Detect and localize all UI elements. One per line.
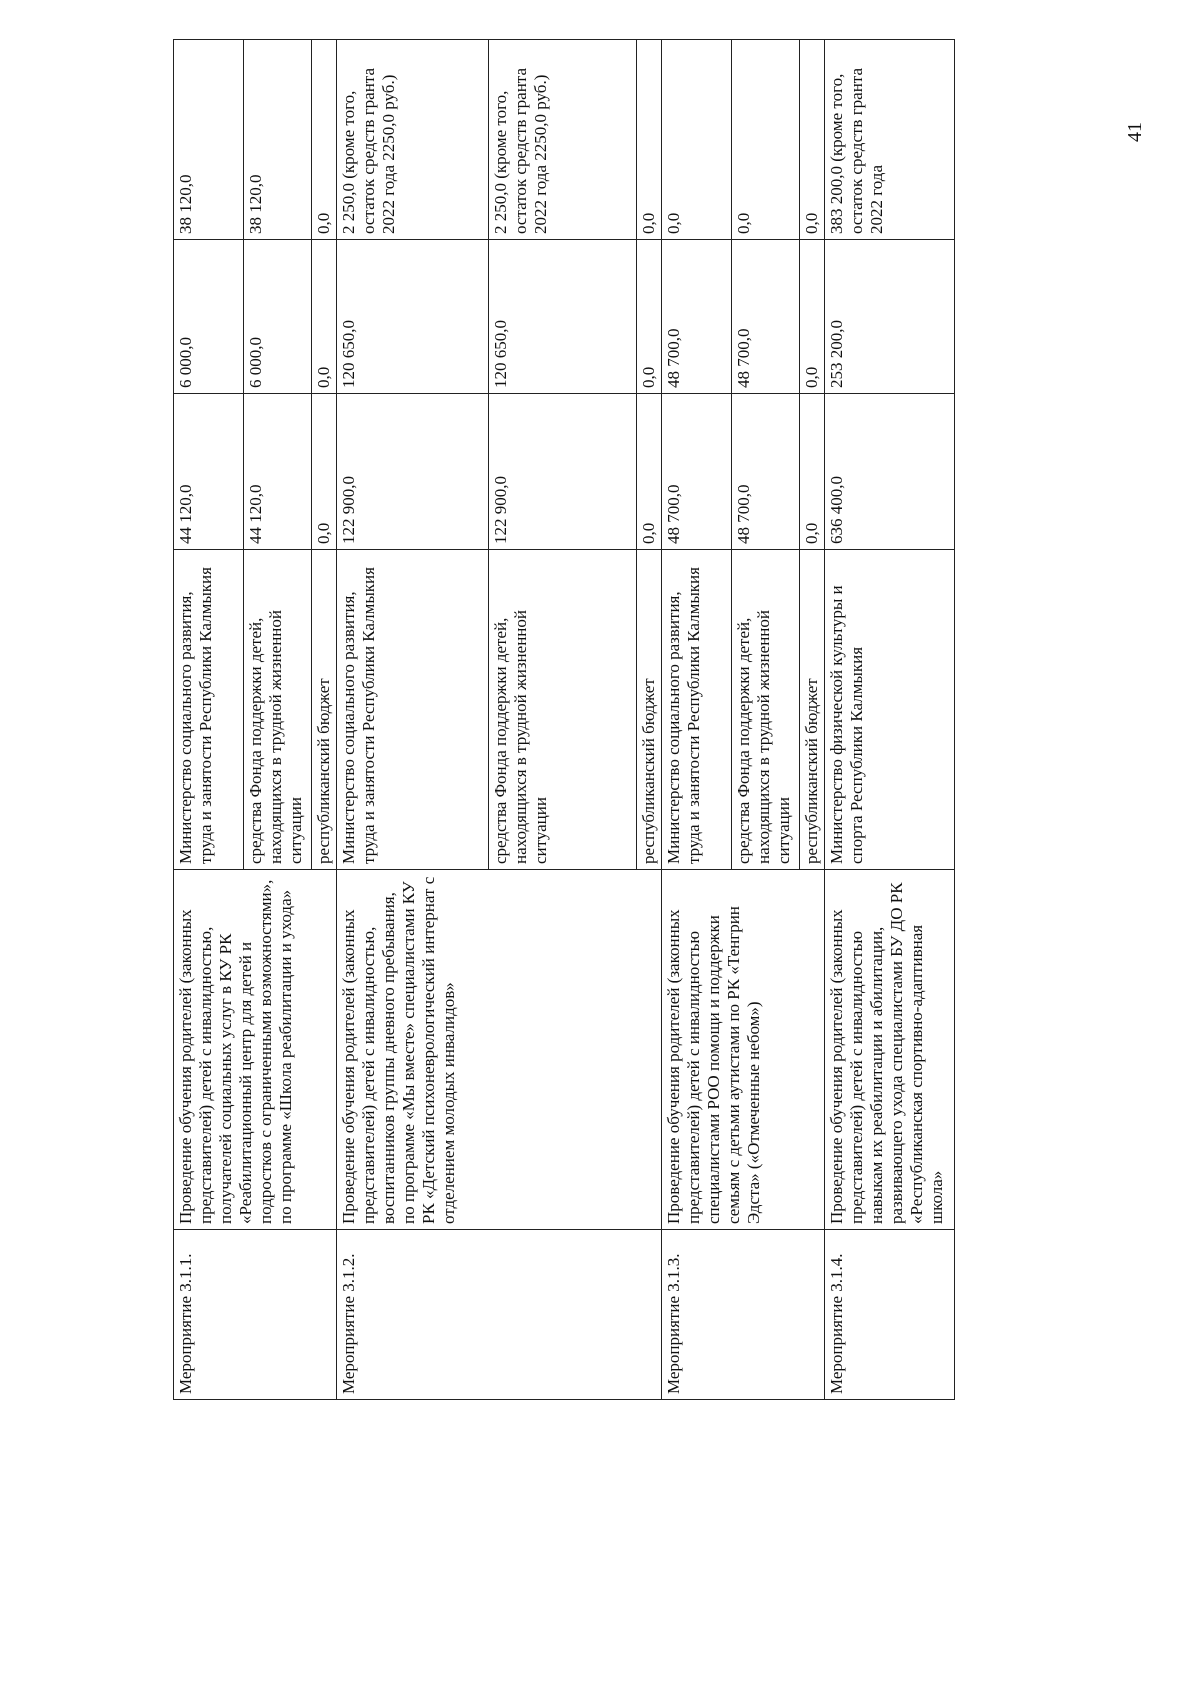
funding-source-cell: республиканский бюджет bbox=[800, 550, 825, 870]
activity-description-cell: Проведение обучения родителей (законных представителей) детей с инвалидностью, получателей социальных услуг в КУ РК «Реабилитационный центр для детей и подростков с ограниченными возможностями», по программе «Школа реабилитации и ухода» bbox=[174, 870, 337, 1230]
activity-description-cell: Проведение обучения родителей (законных представителей) детей с инвалидностью, воспитанников группы дневного пребывания, по программе «Мы вместе» специалистами КУ РК «Детский психоневрологический интернат с отделением молодых инвалидов» bbox=[337, 870, 662, 1230]
funding-source-cell: республиканский бюджет bbox=[312, 550, 337, 870]
amount-year2-cell: 0,0 bbox=[732, 40, 800, 240]
table-row bbox=[174, 40, 244, 1400]
amount-year2-cell: 38 120,0 bbox=[174, 40, 244, 240]
amount-year2-cell: 0,0 bbox=[312, 40, 337, 240]
amount-total-cell: 48 700,0 bbox=[662, 394, 732, 550]
funding-source-cell: республиканский бюджет bbox=[637, 550, 662, 870]
activity-id-cell: Мероприятие 3.1.3. bbox=[662, 1230, 825, 1400]
amount-total-cell: 0,0 bbox=[800, 394, 825, 550]
page-number: 41 bbox=[1124, 122, 1146, 142]
amount-year1-cell: 253 200,0 bbox=[825, 240, 955, 394]
amount-year1-cell: 48 700,0 bbox=[732, 240, 800, 394]
table-row bbox=[825, 40, 955, 1400]
amount-total-cell: 48 700,0 bbox=[732, 394, 800, 550]
activity-id-cell: Мероприятие 3.1.4. bbox=[825, 1230, 955, 1400]
amount-year1-cell: 48 700,0 bbox=[662, 240, 732, 394]
amount-total-cell: 122 900,0 bbox=[337, 394, 489, 550]
table-row bbox=[662, 40, 732, 1400]
amount-total-cell: 0,0 bbox=[312, 394, 337, 550]
amount-year1-cell: 0,0 bbox=[637, 240, 662, 394]
amount-total-cell: 44 120,0 bbox=[174, 394, 244, 550]
amount-total-cell: 44 120,0 bbox=[244, 394, 312, 550]
amount-year1-cell: 0,0 bbox=[800, 240, 825, 394]
activity-id-cell: Мероприятие 3.1.1. bbox=[174, 1230, 337, 1400]
amount-total-cell: 122 900,0 bbox=[489, 394, 637, 550]
funding-source-cell: Министерство физической культуры и спорта Республики Калмыкия bbox=[825, 550, 955, 870]
amount-year1-cell: 120 650,0 bbox=[337, 240, 489, 394]
funding-source-cell: средства Фонда поддержки детей, находящихся в трудной жизненной ситуации bbox=[489, 550, 637, 870]
amount-year2-cell: 0,0 bbox=[662, 40, 732, 240]
amount-year2-cell: 0,0 bbox=[800, 40, 825, 240]
amount-year2-cell: 0,0 bbox=[637, 40, 662, 240]
activity-description-cell: Проведение обучения родителей (законных представителей) детей с инвалидностью навыкам их реабилитации и абилитации, развивающего ухода специалистами БУ ДО РК «Республиканская спортивно-адаптивная школа» bbox=[825, 870, 955, 1230]
amount-year2-cell: 2 250,0 (кроме того, остаток средств гранта 2022 года 2250,0 руб.) bbox=[489, 40, 637, 240]
amount-year1-cell: 6 000,0 bbox=[244, 240, 312, 394]
activity-id-cell: Мероприятие 3.1.2. bbox=[337, 1230, 662, 1400]
rotated-table-container bbox=[173, 40, 1073, 1400]
funding-source-cell: средства Фонда поддержки детей, находящихся в трудной жизненной ситуации bbox=[244, 550, 312, 870]
amount-year1-cell: 120 650,0 bbox=[489, 240, 637, 394]
amount-year2-cell: 383 200,0 (кроме того, остаток средств гранта 2022 года bbox=[825, 40, 955, 240]
amount-year2-cell: 2 250,0 (кроме того, остаток средств гранта 2022 года 2250,0 руб.) bbox=[337, 40, 489, 240]
amount-year2-cell: 38 120,0 bbox=[244, 40, 312, 240]
program-activities-table bbox=[173, 39, 955, 1400]
amount-year1-cell: 6 000,0 bbox=[174, 240, 244, 394]
amount-total-cell: 636 400,0 bbox=[825, 394, 955, 550]
amount-total-cell: 0,0 bbox=[637, 394, 662, 550]
funding-source-cell: средства Фонда поддержки детей, находящихся в трудной жизненной ситуации bbox=[732, 550, 800, 870]
funding-source-cell: Министерство социального развития, труда и занятости Республики Калмыкия bbox=[662, 550, 732, 870]
table-row bbox=[337, 40, 489, 1400]
funding-source-cell: Министерство социального развития, труда и занятости Республики Калмыкия bbox=[174, 550, 244, 870]
funding-source-cell: Министерство социального развития, труда и занятости Республики Калмыкия bbox=[337, 550, 489, 870]
amount-year1-cell: 0,0 bbox=[312, 240, 337, 394]
activity-description-cell: Проведение обучения родителей (законных представителей) детей с инвалидностью специалистами РОО помощи и поддержки семьям с детьми аутистами по РК «Тенгрин Эдста» («Отмеченные небом») bbox=[662, 870, 825, 1230]
